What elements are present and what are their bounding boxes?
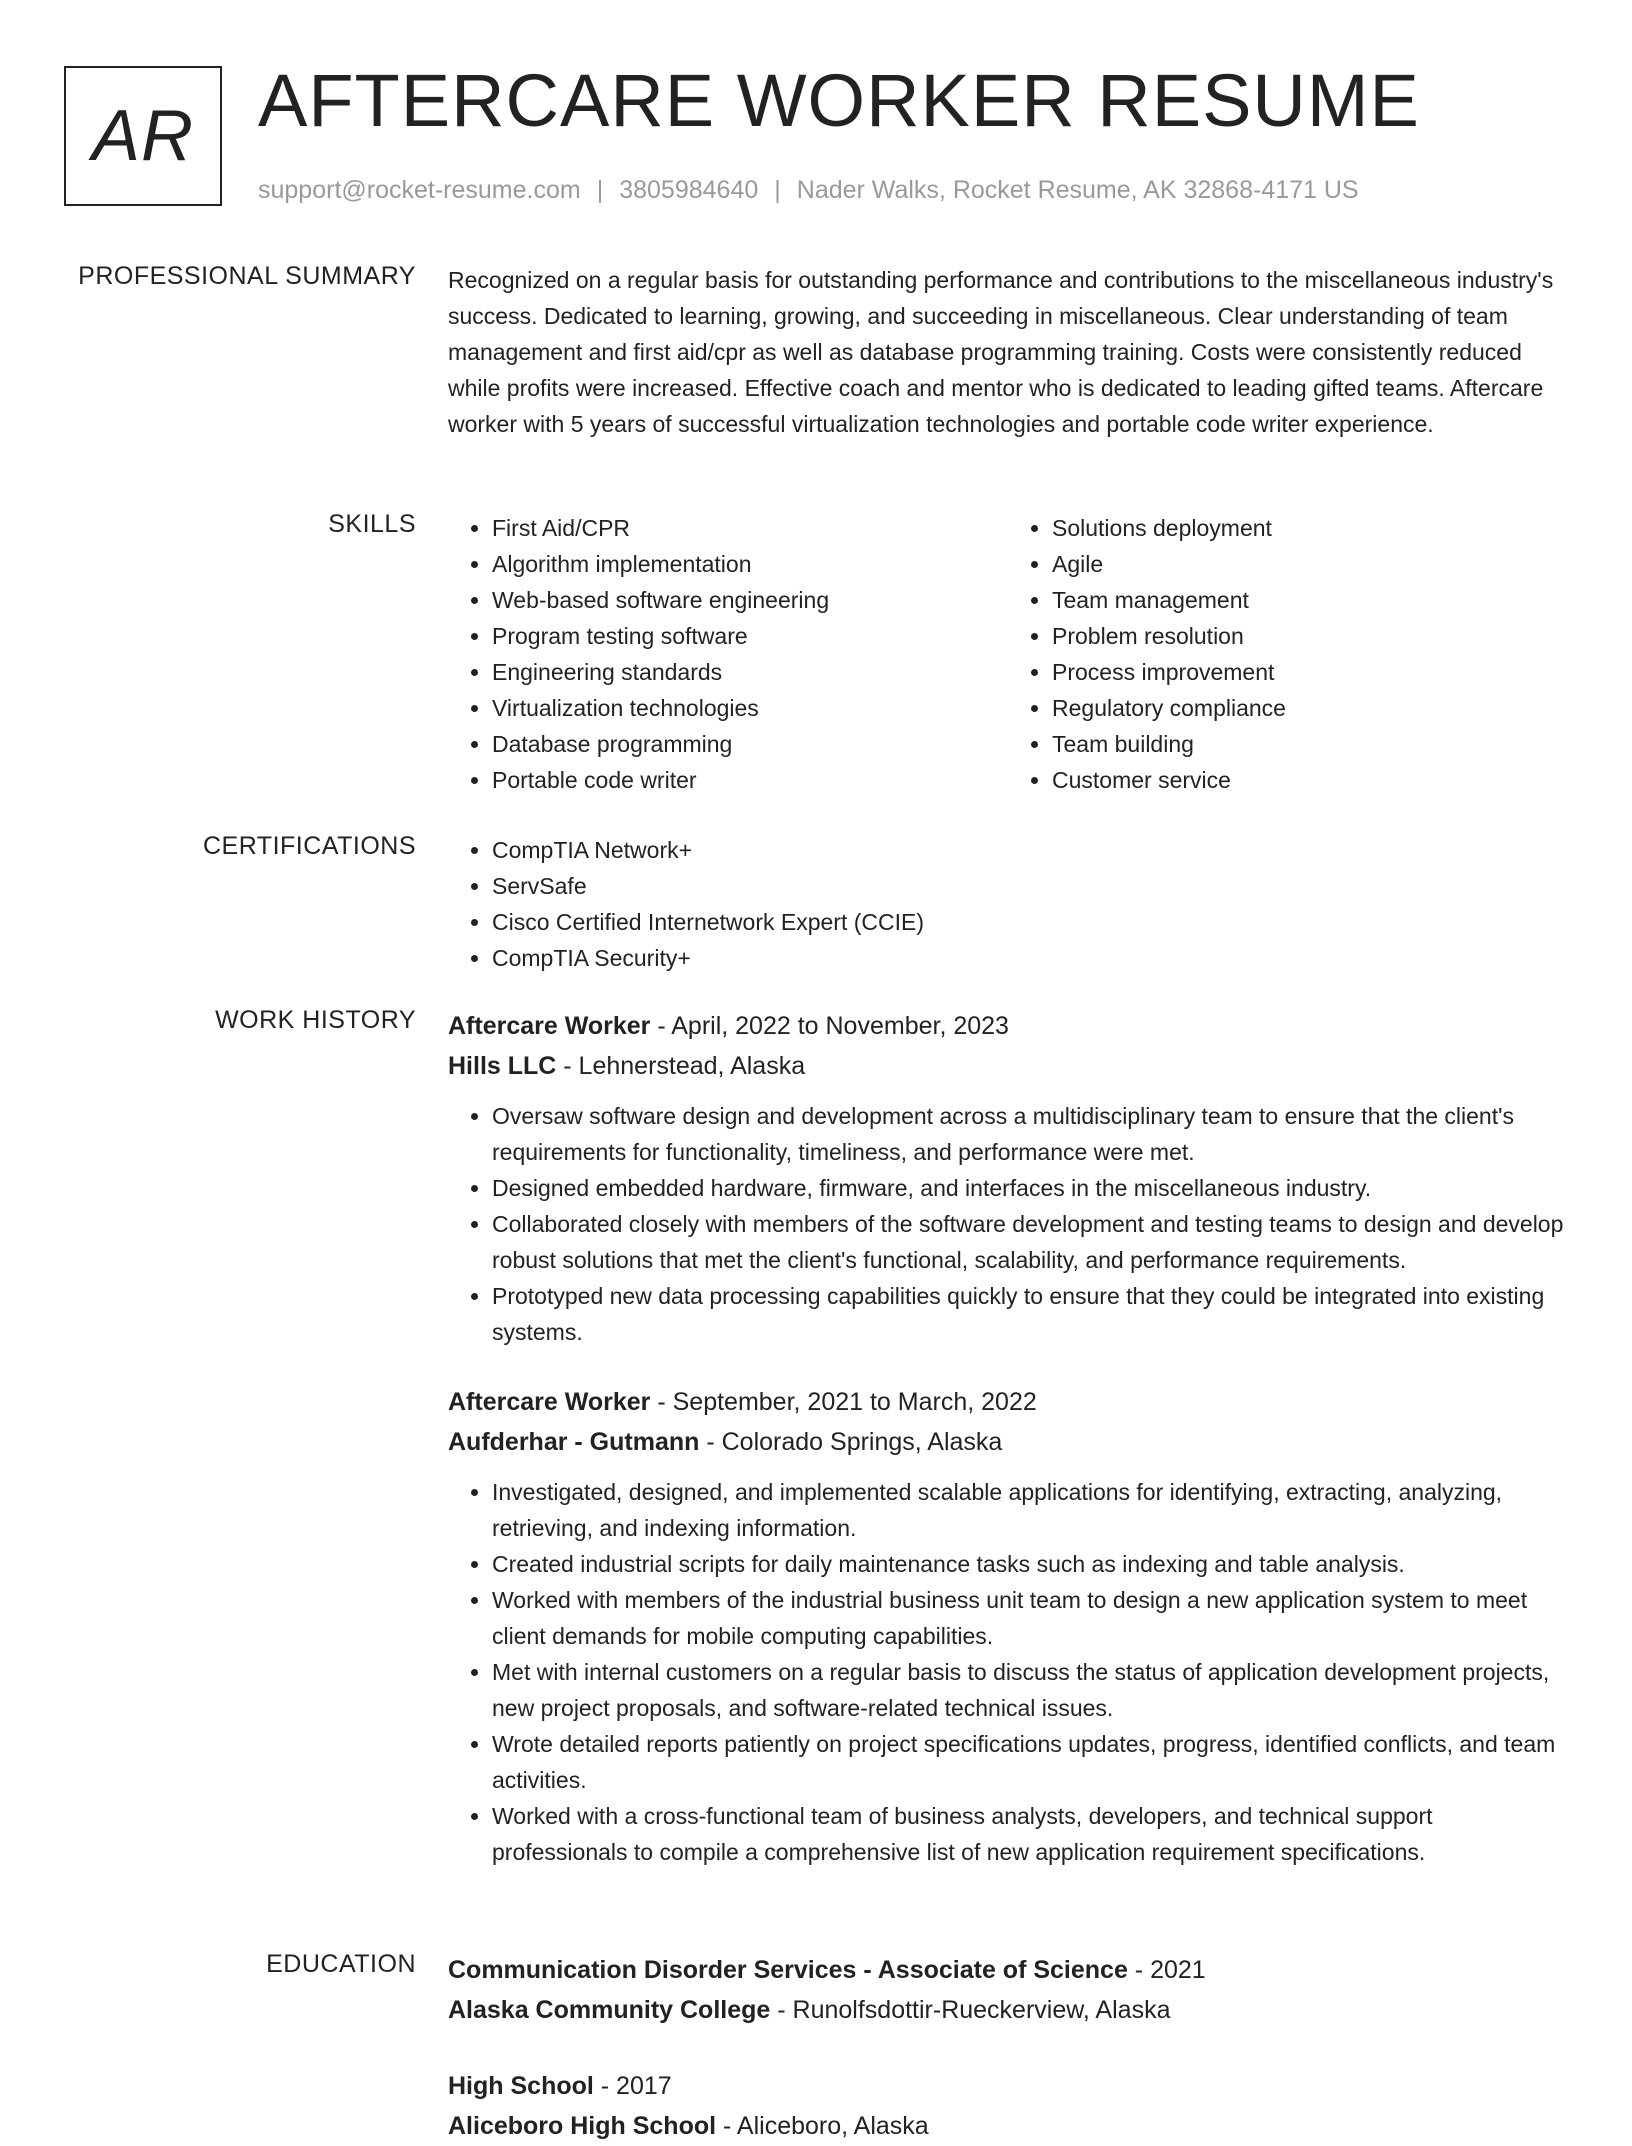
skill-item: • Regulatory compliance: [1052, 690, 1568, 726]
section-label: SKILLS: [328, 510, 416, 538]
job-company-line: [448, 1422, 1568, 1462]
job-title-line: [448, 1006, 1568, 1046]
skill-item: • Virtualization technologies: [492, 690, 1008, 726]
skill-item: • Agile: [1052, 546, 1568, 582]
education-location: - Runolfsdottir-Rueckerview, Alaska: [770, 1996, 1171, 2024]
skills-list-right: [1008, 510, 1568, 798]
skill-item: • Algorithm implementation: [492, 546, 1008, 582]
job-bullet: • Prototyped new data processing capabilities quickly to ensure that they could be integrated into existing systems.: [492, 1278, 1568, 1350]
skill-item: • Customer service: [1052, 762, 1568, 798]
job-bullet: • Designed embedded hardware, firmware, and interfaces in the miscellaneous industry.: [492, 1170, 1568, 1206]
education-year: - 2021: [1127, 1956, 1206, 1984]
education-entry: [448, 1950, 1568, 2030]
skill-item: • Program testing software: [492, 618, 1008, 654]
job-bullet: • Met with internal customers on a regular basis to discuss the status of application development projects, new project proposals, and software-related technical issues.: [492, 1654, 1568, 1726]
job-company-line: [448, 1046, 1568, 1086]
skill-item: • Team building: [1052, 726, 1568, 762]
job-title-line: [448, 1382, 1568, 1422]
skills-list-left: [448, 510, 1008, 798]
education-school-line: [448, 1990, 1568, 2030]
education-location: - Aliceboro, Alaska: [716, 2112, 929, 2140]
job-bullet: • Created industrial scripts for daily maintenance tasks such as indexing and table analysis.: [492, 1546, 1568, 1582]
education-degree: Communication Disorder Services - Associate of Science: [448, 1956, 1128, 1984]
job-bullet: • Collaborated closely with members of the software development and testing teams to design and develop robust solutions that met the client's functional, scalability, and performance requirements.: [492, 1206, 1568, 1278]
skill-item: • Team management: [1052, 582, 1568, 618]
certification-item: • Cisco Certified Internetwork Expert (CCIE): [492, 904, 1568, 940]
education-degree: High School: [448, 2072, 594, 2100]
job-bullet: • Investigated, designed, and implemented scalable applications for identifying, extracting, analyzing, retrieving, and indexing information.: [492, 1474, 1568, 1546]
contact-address: Nader Walks, Rocket Resume, AK 32868-4171 US: [796, 176, 1359, 204]
education-school: Alaska Community College: [448, 1996, 771, 2024]
job-dates: - April, 2022 to November, 2023: [650, 1012, 1009, 1040]
skill-item: • Portable code writer: [492, 762, 1008, 798]
certifications-list: [448, 832, 1568, 976]
job-bullet: • Oversaw software design and development across a multidisciplinary team to ensure that the client's requirements for functionality, timeliness, and performance were met.: [492, 1098, 1568, 1170]
job-company: Hills LLC: [448, 1052, 557, 1080]
job-dates: - September, 2021 to March, 2022: [650, 1388, 1037, 1416]
skill-item: • Solutions deployment: [1052, 510, 1568, 546]
section-label: CERTIFICATIONS: [202, 832, 416, 860]
section-label: EDUCATION: [266, 1950, 416, 1978]
job-bullet: • Worked with members of the industrial business unit team to design a new application system to meet client demands for mobile computing capabilities.: [492, 1582, 1568, 1654]
job-entry: [448, 1006, 1568, 1350]
certification-item: • CompTIA Security+: [492, 940, 1568, 976]
education-school: Aliceboro High School: [448, 2112, 717, 2140]
job-location: - Colorado Springs, Alaska: [699, 1428, 1003, 1456]
summary-text: Recognized on a regular basis for outstanding performance and contributions to the miscellaneous industry's success. Dedicated to learning, growing, and succeeding in miscellaneous. Clear understanding of team management and first aid/cpr as well as database programming training. Costs were consistently reduced while profits were increased. Effective coach and mentor who is dedicated to leading gifted teams. Aftercare worker with 5 years of successful virtualization technologies and portable code writer experience.: [448, 267, 1554, 437]
contact-separator: |: [596, 176, 604, 204]
job-title: Aftercare Worker: [448, 1388, 651, 1416]
skill-item: • Process improvement: [1052, 654, 1568, 690]
section-label: WORK HISTORY: [215, 1006, 416, 1034]
certification-item: • ServSafe: [492, 868, 1568, 904]
monogram-badge: AR: [64, 66, 222, 206]
education-entry: [448, 2066, 1568, 2146]
skill-item: • Database programming: [492, 726, 1008, 762]
contact-line: [258, 176, 1359, 205]
section-label: PROFESSIONAL SUMMARY: [78, 262, 416, 290]
job-bullet: • Worked with a cross-functional team of business analysts, developers, and technical support professionals to compile a comprehensive list of new application requirement specifications.: [492, 1798, 1568, 1870]
education-school-line: [448, 2106, 1568, 2146]
skill-item: • Problem resolution: [1052, 618, 1568, 654]
job-bullet: • Wrote detailed reports patiently on project specifications updates, progress, identified conflicts, and team activities.: [492, 1726, 1568, 1798]
certification-item: • CompTIA Network+: [492, 832, 1568, 868]
job-title: Aftercare Worker: [448, 1012, 651, 1040]
job-company: Aufderhar - Gutmann: [448, 1428, 700, 1456]
job-bullets: [448, 1474, 1568, 1870]
job-location: - Lehnerstead, Alaska: [556, 1052, 806, 1080]
skill-item: • Engineering standards: [492, 654, 1008, 690]
resume-title: AFTERCARE WORKER RESUME: [258, 59, 1420, 142]
education-degree-line: [448, 1950, 1568, 1990]
skill-item: • First Aid/CPR: [492, 510, 1008, 546]
contact-email[interactable]: support@rocket-resume.com: [258, 176, 581, 204]
job-bullets: [448, 1098, 1568, 1350]
skill-item: • Web-based software engineering: [492, 582, 1008, 618]
education-year: - 2017: [593, 2072, 672, 2100]
resume-header: [64, 59, 1584, 210]
education-degree-line: [448, 2066, 1568, 2106]
contact-separator: |: [774, 176, 781, 204]
contact-phone[interactable]: 3805984640: [619, 176, 759, 204]
job-entry: [448, 1382, 1568, 1870]
